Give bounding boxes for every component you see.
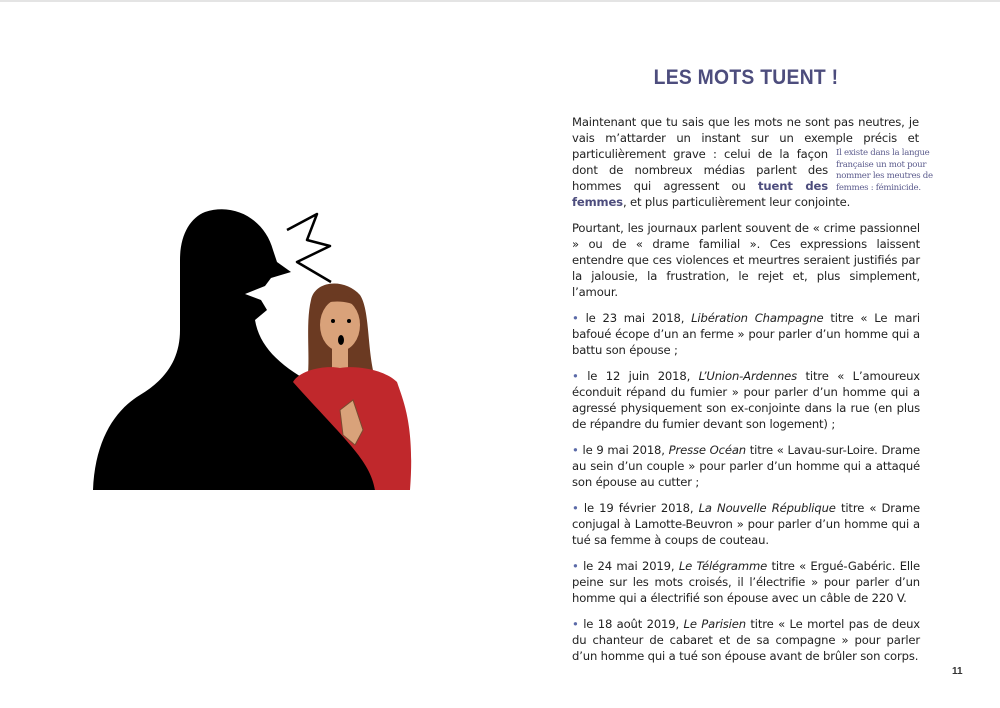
paragraph-2: Pourtant, les journaux parlent souvent de « crime passionnel » ou de « drame familial ». Ces expressions laissent entendre que ces violences et meurtres seraient justifiés par la jalousie, la frustration, le rejet et, plus simplement, l’amour. <box>572 221 920 299</box>
bullet-icon: • <box>572 443 579 457</box>
illustration-shouting-silhouette-and-woman <box>85 200 435 495</box>
intro-paragraph: Il existe dans la langue française un mot pour nommer les meutres de femmes : féminicide. Maintenant que tu sais que les mots ne sont pas neutres, je vais m’attarder un instant sur un exemple précis et particulièrement grave : celui de la façon dont de nombreux médias parlent des hommes qui agressent ou tuent des femmes, et plus particulièrement leur conjointe. <box>572 114 920 210</box>
main-text-column <box>572 114 933 674</box>
page-title: LES MOTS TUENT ! <box>653 66 839 89</box>
list-item: • le 9 mai 2018, Presse Océan titre « Lavau-sur-Loire. Drame au sein d’un couple » pour parler d’un homme qui a attaqué son épouse au cutter ; <box>572 443 920 489</box>
page-top-border <box>0 0 1000 2</box>
list-item: • le 12 juin 2018, L’Union-Ardennes titre « L’amoureux éconduit répand du fumier » pour parler d’un homme qui a agressé physiquement son ex-conjointe dans la rue (en plus de répandre du fumier devant son logement) ; <box>572 369 920 431</box>
bullet-icon: • <box>572 559 579 573</box>
list-item: • le 24 mai 2019, Le Télégramme titre « Ergué-Gabéric. Elle peine sur les mots croisés, il l’électrifie » pour parler d’un homme qui a électrifié son épouse avec un câble de 220 V. <box>572 559 920 605</box>
shout-lines-icon <box>287 214 331 282</box>
list-item: • le 19 février 2018, La Nouvelle République titre « Drame conjugal à Lamotte-Beuvron » pour parler d’un homme qui a tué sa femme à coups de couteau. <box>572 501 920 547</box>
bullet-icon: • <box>572 617 579 631</box>
side-note: Il existe dans la langue française un mot pour nommer les meutres de femmes : féminicide. <box>836 148 933 193</box>
bullet-icon: • <box>572 369 579 383</box>
bullet-icon: • <box>572 501 579 515</box>
list-item: • le 23 mai 2018, Libération Champagne titre « Le mari bafoué écope d’un an ferme » pour parler d’un homme qui a battu son épouse ; <box>572 311 920 357</box>
highlight-text: tuent des femmes <box>572 179 828 209</box>
bullet-icon: • <box>572 311 579 325</box>
page-number: 11 <box>952 666 963 677</box>
list-item: • le 18 août 2019, Le Parisien titre « Le mortel pas de deux du chanteur de cabaret et de sa compagne » pour parler d’un homme qui a tué son épouse avant de brûler son corps. <box>572 617 920 663</box>
